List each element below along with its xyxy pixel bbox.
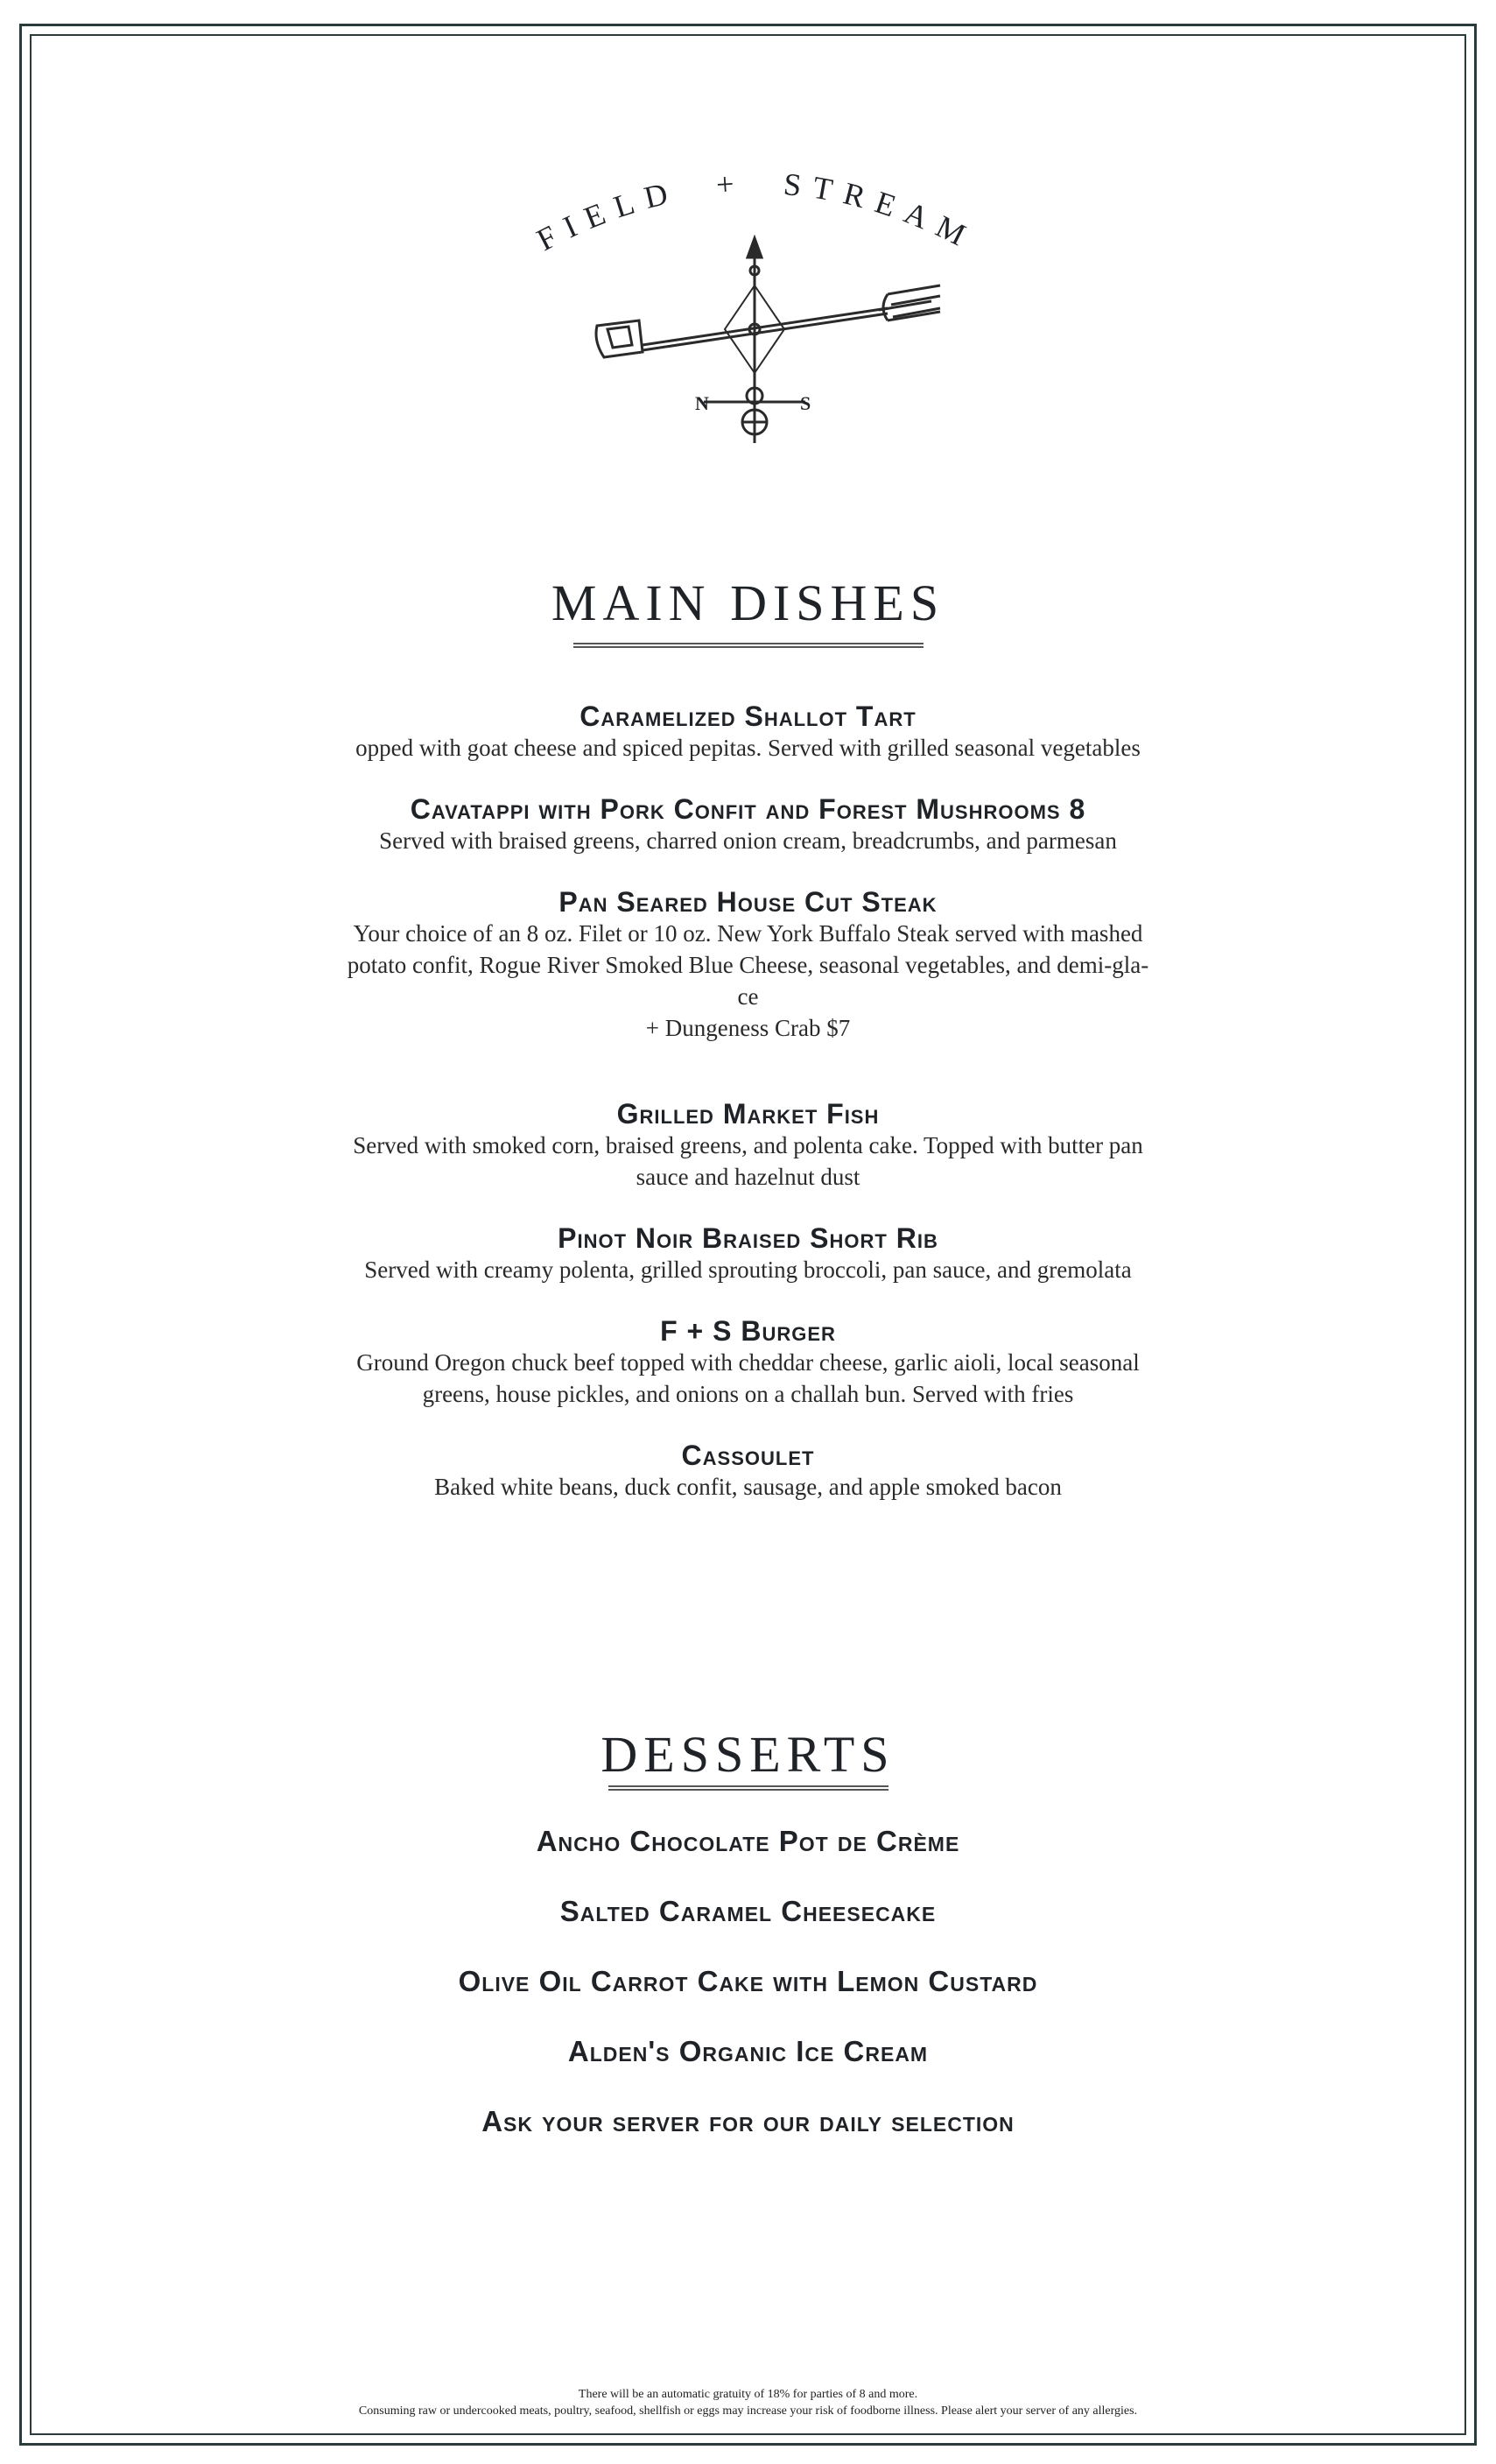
dessert-item: Olive Oil Carrot Cake with Lemon Custard [458,1965,1038,1997]
dessert-item: Alden's Organic Ice Cream [567,2035,929,2067]
dish-item [0,700,1496,764]
brand-wordmark: FIELD + STREAM [530,165,982,258]
dish-description: sauce and hazelnut dust [636,1164,860,1190]
dish-description: ce [737,983,759,1010]
dish-description: Served with smoked corn, braised greens, and polenta cake. Topped with butter pan [353,1132,1143,1158]
weathervane-logo [529,154,984,469]
dish-name: Pinot Noir Braised Short Rib [558,1222,938,1254]
dish-item [0,1315,1496,1410]
gratuity-notice: There will be an automatic gratuity of 18% for parties of 8 and more. [578,2388,918,2401]
dish-description: Served with creamy polenta, grilled sprouting broccoli, pan sauce, and gremolata [364,1257,1132,1283]
dish-item [0,1222,1496,1285]
desserts-title: DESSERTS [601,1726,895,1783]
dish-name: Cavatappi with Pork Confit and Forest Mushrooms 8 [410,793,1086,825]
dish-name: Cassoulet [681,1440,815,1471]
dish-item [0,886,1496,1044]
main-dishes-rule [573,643,924,648]
food-safety-notice: Consuming raw or undercooked meats, poultry, seafood, shellfish or eggs may increase your risk of foodborne illness. Please alert your server of any allergies. [358,2404,1138,2418]
main-dishes-list [0,700,1496,1503]
dish-addon: + Dungeness Crab $7 [645,1015,851,1041]
dessert-item: Salted Caramel Cheesecake [559,1895,937,1927]
dish-description: Ground Oregon chuck beef topped with cheddar cheese, garlic aioli, local seasonal [356,1349,1140,1376]
desserts-rule [608,1785,888,1791]
dish-description: opped with goat cheese and spiced pepitas. Served with grilled seasonal vegetables [355,735,1141,761]
dessert-item: Ancho Chocolate Pot de Crème [536,1825,960,1857]
dish-item [0,1440,1496,1503]
dish-name: F + S Burger [660,1315,836,1347]
dish-name: Grilled Market Fish [616,1098,880,1130]
dish-description: Served with braised greens, charred onion cream, breadcrumbs, and parmesan [379,827,1117,854]
dessert-daily-selection: Ask your server for our daily selection [481,2105,1015,2137]
compass-n-label: N [695,392,709,414]
dish-name: Pan Seared House Cut Steak [558,886,938,918]
dish-item [0,793,1496,856]
dish-item [0,1098,1496,1193]
weathervane-icon [596,238,940,443]
dish-description: Your choice of an 8 oz. Filet or 10 oz. New York Buffalo Steak served with mashed [353,920,1143,947]
dish-description: potato confit, Rogue River Smoked Blue Cheese, seasonal vegetables, and demi-gla- [347,952,1149,978]
compass-s-label: S [800,392,811,414]
dish-name: Caramelized Shallot Tart [579,700,917,732]
main-dishes-title: MAIN DISHES [551,574,945,631]
dish-description: greens, house pickles, and onions on a challah bun. Served with fries [422,1381,1074,1407]
dish-description: Baked white beans, duck confit, sausage, and apple smoked bacon [434,1474,1062,1500]
